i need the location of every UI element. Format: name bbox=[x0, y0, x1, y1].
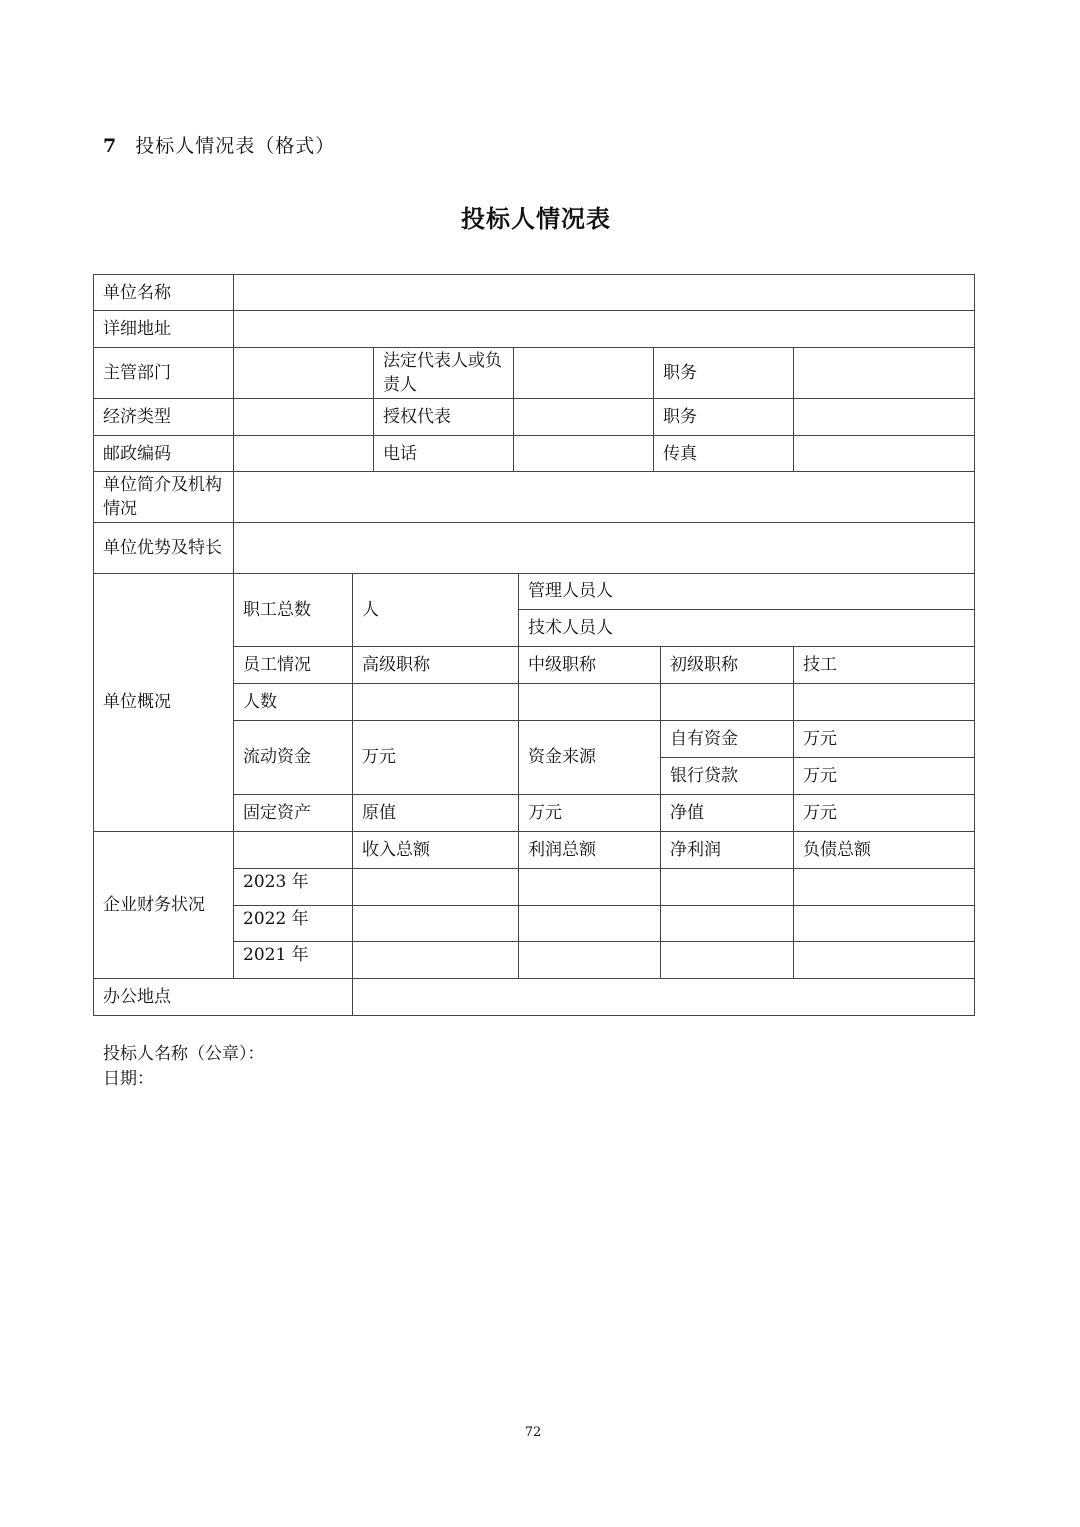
field-2021-profit[interactable] bbox=[518, 941, 660, 978]
label-position-2: 职务 bbox=[663, 406, 697, 427]
field-2023-net-profit[interactable] bbox=[660, 868, 793, 905]
field-working-capital[interactable]: 万元 bbox=[362, 747, 396, 767]
field-legal-rep[interactable] bbox=[513, 347, 653, 398]
label-fixed-assets: 固定资产 bbox=[243, 802, 311, 823]
header-total-profit: 利润总额 bbox=[528, 839, 596, 860]
field-position-2[interactable] bbox=[793, 398, 974, 435]
field-net-value[interactable]: 万元 bbox=[803, 802, 837, 823]
header-revenue: 收入总额 bbox=[362, 839, 430, 860]
field-junior-count[interactable] bbox=[660, 683, 793, 720]
field-phone[interactable] bbox=[513, 435, 653, 472]
label-position-1: 职务 bbox=[663, 362, 697, 383]
label-address: 详细地址 bbox=[103, 318, 171, 339]
label-fax: 传真 bbox=[663, 443, 697, 464]
label-total-staff: 职工总数 bbox=[243, 599, 311, 620]
label-mid-title: 中级职称 bbox=[528, 654, 596, 675]
field-office[interactable] bbox=[352, 978, 974, 1015]
field-intro[interactable] bbox=[233, 471, 974, 522]
page-number: 72 bbox=[524, 1425, 542, 1440]
label-net-value: 净值 bbox=[670, 802, 704, 823]
field-2021-net-profit[interactable] bbox=[660, 941, 793, 978]
label-authorized-rep: 授权代表 bbox=[383, 406, 451, 427]
field-authorized-rep[interactable] bbox=[513, 398, 653, 435]
field-2022-net-profit[interactable] bbox=[660, 905, 793, 941]
label-original-value: 原值 bbox=[362, 802, 396, 823]
label-postcode: 邮政编码 bbox=[103, 443, 171, 464]
field-unit-name[interactable] bbox=[233, 274, 974, 311]
field-position-1[interactable] bbox=[793, 347, 974, 398]
section-heading bbox=[103, 131, 335, 158]
field-address[interactable] bbox=[233, 310, 974, 347]
field-2021-liabilities[interactable] bbox=[793, 941, 974, 978]
field-tech-staff[interactable]: 技术人员人 bbox=[528, 617, 613, 638]
section-heading-text: 投标人情况表（格式） bbox=[135, 135, 336, 157]
field-senior-count[interactable] bbox=[352, 683, 518, 720]
header-total-liabilities: 负债总额 bbox=[803, 839, 871, 860]
section-number: 7 bbox=[103, 135, 118, 157]
label-senior-title: 高级职称 bbox=[362, 654, 430, 675]
label-own-funds: 自有资金 bbox=[670, 728, 738, 749]
field-fax[interactable] bbox=[793, 435, 974, 472]
table-title: 投标人情况表 bbox=[461, 205, 611, 233]
label-office: 办公地点 bbox=[103, 986, 171, 1007]
field-original-value[interactable]: 万元 bbox=[528, 802, 562, 823]
field-mid-count[interactable] bbox=[518, 683, 660, 720]
year-2022: 2022 年 bbox=[243, 909, 309, 929]
label-strengths: 单位优势及特长 bbox=[103, 537, 222, 558]
label-staff-status: 员工情况 bbox=[243, 654, 311, 675]
label-fund-source: 资金来源 bbox=[528, 747, 596, 767]
field-own-funds[interactable]: 万元 bbox=[803, 728, 837, 749]
field-2022-liabilities[interactable] bbox=[793, 905, 974, 941]
signature-name-label: 投标人名称（公章）： bbox=[103, 1044, 265, 1064]
label-technician: 技工 bbox=[803, 654, 837, 675]
signature-date-label: 日期： bbox=[103, 1069, 154, 1089]
finance-corner-cell bbox=[233, 831, 352, 868]
label-authority: 主管部门 bbox=[103, 362, 171, 383]
label-legal-rep: 法定代表人或负责人 bbox=[383, 350, 502, 395]
label-bank-loan: 银行贷款 bbox=[670, 765, 738, 786]
label-economic-type: 经济类型 bbox=[103, 406, 171, 427]
field-mgmt-staff[interactable]: 管理人员人 bbox=[528, 581, 613, 601]
field-economic-type[interactable] bbox=[233, 398, 373, 435]
label-working-capital: 流动资金 bbox=[243, 747, 311, 767]
field-total-staff[interactable]: 人 bbox=[362, 599, 379, 620]
field-strengths[interactable] bbox=[233, 522, 974, 573]
label-intro: 单位简介及机构情况 bbox=[103, 474, 222, 519]
label-phone: 电话 bbox=[383, 443, 417, 464]
label-junior-title: 初级职称 bbox=[670, 654, 738, 675]
field-postcode[interactable] bbox=[233, 435, 373, 472]
label-unit-name: 单位名称 bbox=[103, 282, 171, 303]
field-2021-revenue[interactable] bbox=[352, 941, 518, 978]
label-finance: 企业财务状况 bbox=[103, 894, 205, 915]
label-overview: 单位概况 bbox=[103, 692, 171, 712]
label-headcount: 人数 bbox=[243, 691, 277, 712]
year-2021: 2021 年 bbox=[243, 945, 309, 965]
field-authority[interactable] bbox=[233, 347, 373, 398]
field-2023-liabilities[interactable] bbox=[793, 868, 974, 905]
year-2023: 2023 年 bbox=[243, 872, 309, 892]
field-2022-profit[interactable] bbox=[518, 905, 660, 941]
header-net-profit: 净利润 bbox=[670, 839, 721, 860]
field-2023-revenue[interactable] bbox=[352, 868, 518, 905]
field-2022-revenue[interactable] bbox=[352, 905, 518, 941]
field-bank-loan[interactable]: 万元 bbox=[803, 765, 837, 786]
field-2023-profit[interactable] bbox=[518, 868, 660, 905]
field-technician-count[interactable] bbox=[793, 683, 974, 720]
